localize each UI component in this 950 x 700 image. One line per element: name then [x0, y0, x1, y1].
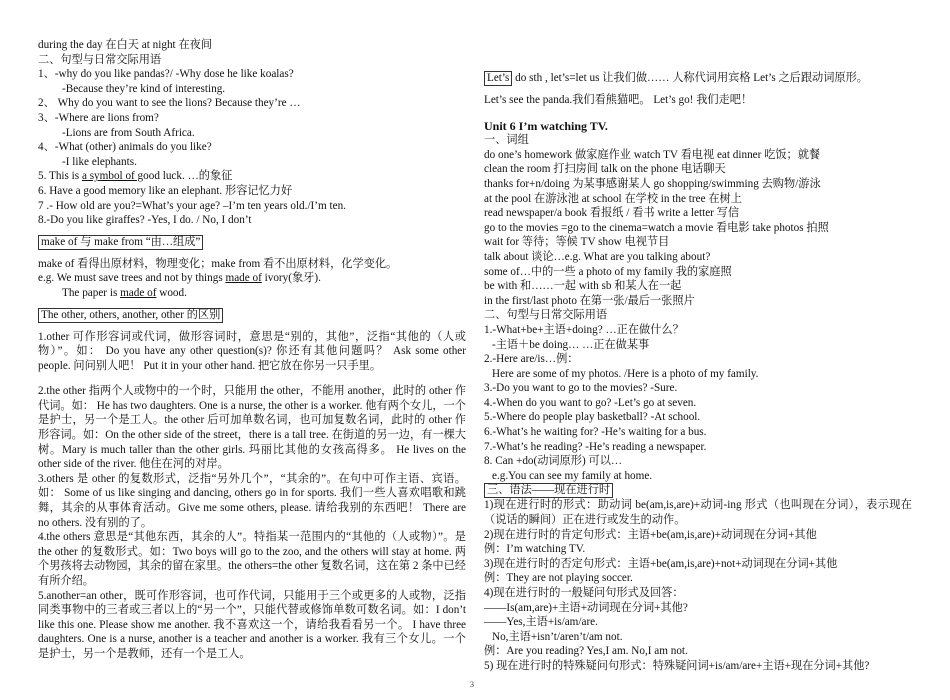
spacer — [484, 86, 912, 93]
text-line: 2、 Why do you want to see the lions? Because they’re … — [38, 97, 301, 110]
spacer — [38, 228, 466, 235]
text-line: 例：They are not playing soccer. — [484, 572, 633, 585]
text-line: 例：I’m watching TV. — [484, 543, 586, 556]
spacer — [38, 250, 466, 257]
text-line: make of 看得出原材料，物理变化；make from 看不出原材料，化学变化。 — [38, 257, 398, 270]
text-line: read newspaper/a book 看报纸 / 看书 write a letter 写信 — [484, 207, 740, 220]
text-span: ivory(象牙). — [261, 272, 321, 285]
text-line: wait for 等待；等候 TV show 电视节目 — [484, 236, 670, 249]
text-line: Here are some of my photos. /Here is a photo of my family. — [492, 367, 759, 380]
text-line: 1、-why do you like pandas?/ -Why dose he like koalas? — [38, 68, 294, 81]
text-line: 4.-When do you want to go? -Let’s go at seven. — [484, 396, 697, 409]
underlined-text: a symbol of g — [81, 170, 144, 183]
right-column — [484, 71, 912, 674]
text-line — [38, 286, 466, 301]
text-line: -Because they’re kind of interesting. — [62, 82, 226, 95]
text-line: 7 .- How old are you?=What’s your age? –I’m ten years old./I’m ten. — [38, 199, 346, 212]
text-line: e.g.You can see my family at home. — [492, 469, 653, 482]
boxed-word: Let’s — [484, 71, 512, 86]
spacer — [484, 108, 912, 119]
underlined-text: made of — [120, 286, 157, 299]
text-span: 5. This is — [38, 170, 82, 183]
text-line: 4)现在进行时的一般疑问句形式及回答： — [484, 587, 684, 599]
unit-title: Unit 6 I’m watching TV. — [484, 118, 608, 133]
text-line: thanks for+n/doing 为某事感谢某人 go shopping/swimming 去购物/游泳 — [484, 177, 821, 190]
section-heading: 二、句型与日常交际用语 — [484, 309, 608, 322]
text-line: in the first/last photo 在第一张/最后一张照片 — [484, 294, 695, 307]
paragraph: 4.the others 意思是“其他东西，其余的人”。特指某一范围内的“其他的（人或物）”。是 the other 的复数形式。如：Two boys will go to the zoo, and the others will stay at home. 两个男孩将去动物园，其余的留在家里。the others=the other 复数名词，这在第 2 条中已经有所介绍。 — [38, 531, 466, 587]
spacer — [38, 301, 466, 308]
text-line: at the pool 在游泳池 at school 在学校 in the tree 在树上 — [484, 192, 742, 205]
text-span: e.g. We must save trees and not by things — [38, 272, 226, 285]
text-line: some of…中的一些 a photo of my family 我的家庭照 — [484, 265, 732, 278]
text-line: during the day 在白天 at night 在夜间 — [38, 39, 213, 51]
left-column — [38, 38, 466, 662]
text-line: clean the room 打扫房间 talk on the phone 电话聊天 — [484, 163, 726, 176]
text-line: ——Is(am,are)+主语+动词现在分词+其他? — [484, 601, 688, 614]
paragraph: 1)现在进行时的形式：助动词 be(am,is,are)+动词-ing 形式（也叫现在分词），表示现在（说话的瞬间）正在进行或发生的动作。 — [484, 499, 912, 527]
text-line: ——Yes,主语+is/am/are. — [484, 616, 598, 629]
text-line: 3、-Where are lions from? — [38, 111, 159, 124]
text-line: go to the movies =go to the cinema=watch a movie 看电影 take photos 拍照 — [484, 221, 829, 234]
text-line: 4、-What (other) animals do you like? — [38, 141, 212, 154]
paragraph: 5.another=an other，既可作形容词，也可作代词，只能用于三个或更多的人或物，泛指同类事物中的三者或三者以上的“另一个”，只能代替或修饰单数可数名词。如：I don’t like this one. Please show me another. 我不喜欢这一个，请给我看看另一个。 I have three daughters. One is a nurse, another is a teacher and another is a worker. 我有三个女儿。一个是护士，另一个是教师，还有一个是工人。 — [38, 589, 466, 660]
paragraph: 1.other 可作形容词或代词，做形容词时，意思是“别的，其他”，泛指“其他的（人或物）”。如： Do you have any other question(s)? 你还有其他问题吗？ Ask some other people. 问问别人吧！ Put it in your other hand. 把它放在你另一只手里。 — [38, 330, 466, 372]
text-line: 例：Are you reading? Yes,I am. No,I am not. — [484, 645, 688, 658]
text-line: -Lions are from South Africa. — [62, 126, 195, 139]
text-line: 2.-Here are/is…例： — [484, 353, 579, 366]
page-number: 3 — [470, 680, 474, 689]
text-line: talk about 谈论…e.g. What are you talking about? — [484, 250, 711, 263]
text-line: 5.-Where do people play basketball? -At school. — [484, 411, 701, 424]
boxed-heading: make of 与 make from “由…组成” — [38, 235, 203, 250]
boxed-heading: The other, others, another, other 的区别 — [38, 308, 223, 323]
text-line: No,主语+isn’t/aren’t/am not. — [492, 630, 623, 643]
text-line: -主语＋be doing… …正在做某事 — [492, 338, 650, 351]
text-line: 6.-What’s he waiting for? -He’s waiting for a bus. — [484, 426, 707, 439]
section-heading: 一、词组 — [484, 134, 529, 147]
text-line: 8.-Do you like giraffes? -Yes, I do. / No, I don’t — [38, 214, 252, 227]
text-line: 1.-What+be+主语+doing? …正在做什么？ — [484, 323, 684, 336]
text-span: wood. — [156, 286, 187, 299]
text-span: ood luck. …的象征 — [143, 170, 233, 183]
text-line — [484, 71, 912, 86]
section-heading: 二、句型与日常交际用语 — [38, 53, 162, 66]
text-span: do sth , let’s=let us 让我们做…… 人称代词用宾格 Let’s 之后跟动词原形。 — [512, 72, 868, 84]
text-line: -I like elephants. — [62, 155, 137, 168]
text-line: 2)现在进行时的肯定句形式：主语+be(am,is,are)+动词现在分词+其他 — [484, 528, 817, 541]
paragraph: 3.others 是 other 的复数形式，泛指“另外几个”，“其余的”。在句中可作主语、宾语。如： Some of us like singing and dancing, others go in for sports. 我们一些人喜欢唱歌和跳舞，其余的从事体育活动。Give me some others, please. 请给我别的东西吧！ There are no others. 没有别的了。 — [38, 472, 466, 529]
text-line: 5) 现在进行时的特殊疑问句形式：特殊疑问词+is/am/are+主语+现在分词+其他? — [484, 659, 870, 672]
text-line: 8. Can +do(动词原形) 可以… — [484, 455, 623, 468]
text-span: The paper is — [62, 286, 121, 299]
text-line: Let’s see the panda.我们看熊猫吧。 Let’s go! 我们走吧！ — [484, 94, 753, 106]
spacer — [38, 373, 466, 384]
text-line — [38, 271, 466, 286]
boxed-heading: 三、语法——现在进行时 — [484, 483, 613, 498]
text-line: 3.-Do you want to go to the movies? -Sure. — [484, 382, 678, 395]
text-line: do one’s homework 做家庭作业 watch TV 看电视 eat dinner 吃饭；就餐 — [484, 148, 821, 161]
text-line: 7.-What’s he reading? -He’s reading a newspaper. — [484, 440, 707, 453]
text-line: 6. Have a good memory like an elephant. 形容记忆力好 — [38, 184, 293, 197]
paragraph: 2.the other 指两个人或物中的一个时，只能用 the other，不能用 another，此时的 other 作代词。如： He has two daughters. One is a nurse, the other is a worker. 他有两个女儿，一个是护士，另一个是工人。the other 后可加单数名词，也可加复数名词，此时的 other 作形容词。如：On the other side of the street，there is a tall tree. 在街道的另一边，有一棵大树。Mary is much taller than the other girls. 玛丽比其他的女孩高得多。 He lives on the other side of the river. 他住在河的对岸。 — [38, 385, 466, 471]
text-line — [38, 169, 466, 184]
text-line: 3)现在进行时的否定句形式：主语+be(am,is,are)+not+动词现在分词+其他 — [484, 557, 838, 570]
underlined-text: made of — [225, 272, 262, 285]
text-line: be with 和……一起 with sb 和某人在一起 — [484, 280, 682, 293]
spacer — [38, 323, 466, 330]
